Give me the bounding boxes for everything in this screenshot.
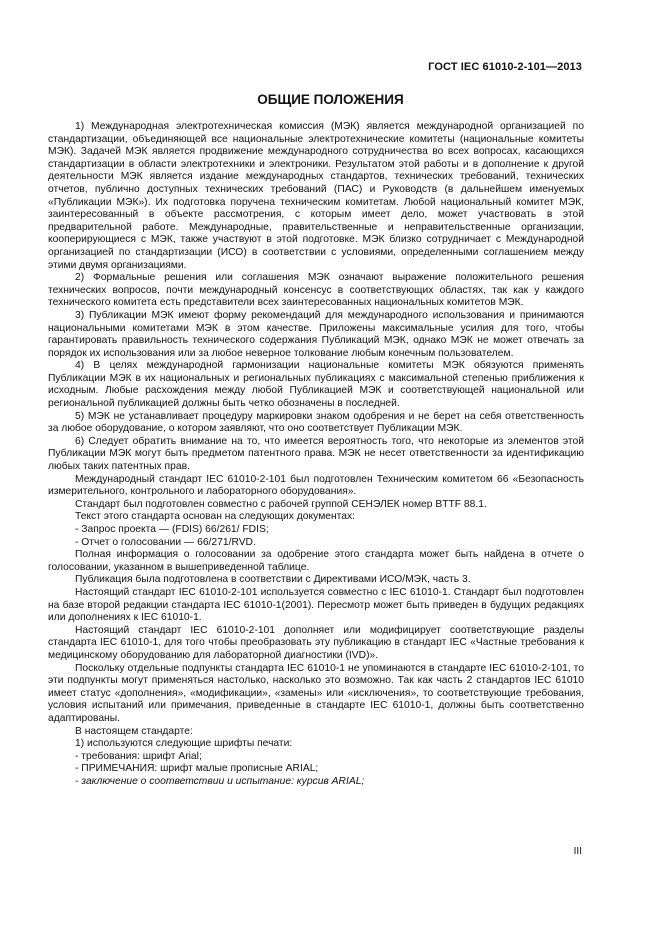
paragraph-in-this-standard: В настоящем стандарте: [75, 725, 193, 737]
paragraph-publications-form: 3) Публикации МЭК имеют форму рекомендаций для международного использования и принимаются национальными комитетами МЭК в этом качестве. Приложены максимальные усилия для того, чтобы гарантировать правильность технического содержания Публикаций МЭК, однако МЭК не может отвечать за порядок их использования или за любое неверное толкование любым конечным пользователем. [48, 309, 584, 359]
list-item-fdis: - Запрос проекта — (FDIS) 66/261/ FDIS; [75, 524, 269, 535]
paragraph-based-on-documents: Текст этого стандарта основан на следующих документах: [75, 511, 356, 523]
list-item-compliance-font: - заключение о соответствии и испытание: курсив ARIAL; [75, 775, 365, 787]
paragraph-iec-organization: 1) Международная электротехническая комиссия (МЭК) является международной организацией по стандартизации, объединяющей все национальные электротехнические комитеты (национальные комитеты МЭК). Задачей МЭК является продвижение международного сотрудничества во всех вопросах, касающихся стандартизации в области электротехники и электроники. Результатом этой работы и в дополнение к другой деятельности МЭК является издание международных стандартов, технических требований, технических отчетов, публично доступных технических требований (ПАС) и Руководств (в дальнейшем именуемых «Публикации МЭК»). Их подготовка поручена техническим комитетам. Любой национальный комитет МЭК, заинтересованный в объекте рассмотрения, с которым имеет дело, может участвовать в этой предварительной работе. Международные, правительственные и неправительственные организации, кооперирующиеся с МЭК, также участвуют в этой подготовке. МЭК близко сотрудничает с Международной организацией по стандартизации (ИСО) в соответствии с условиями, определенными соглашением между этими двумя организациями. [48, 121, 584, 271]
paragraph-marking: 5) МЭК не устанавливает процедуру маркировки знаком одобрения и не берет на себя ответственность за любое оборудование, о котором заявляют, что оно соответствует Публикации МЭК. [48, 410, 584, 435]
paragraph-voting-info: Полная информация о голосовании за одобрение этого стандарта может быть найдена в отчете о голосовании, указанном в вышеприведенной таблице. [48, 549, 584, 573]
paragraph-subclauses: Поскольку отдельные подпункты стандарта IEC 61010-1 не упоминаются в стандарте IEC 61010-2-101, то эти подпункты могут применяться настолько, насколько это возможно. Так как часть 2 стандартов IEC 61010 имеет статус «дополнения», «модификации», «замены» или «исключения», то соответствующие требования, условия испытаний или примечания, приведенные в стандарте IEC 61010-1, должны быть соответственно адаптированы. [48, 662, 584, 724]
list-item-rvd: - Отчет о голосовании — 66/271/RVD. [75, 536, 256, 548]
paragraph-patents: 6) Следует обратить внимание на то, что имеется вероятность того, что некоторые из элементов этой Публикации МЭК могут быть предметом патентного права. МЭК не несет ответственности за идентификацию любых таких патентных прав. [48, 435, 584, 473]
section-title: ОБЩИЕ ПОЛОЖЕНИЯ [257, 92, 404, 107]
page-number: III [573, 846, 582, 857]
paragraph-formal-decisions: 2) Формальные решения или соглашения МЭК означают выражение положительного решения технических вопросов, почти международный консенсус в соответствующих областях, так как у каждого технического комитета есть представители всех заинтересованных национальных комитетов МЭК. [48, 272, 584, 309]
paragraph-used-with-61010-1: Настоящий стандарт IEC 61010-2-101 используется совместно с IEC 61010-1. Стандарт был подготовлен на базе второй редакции стандарта IEC 61010-1(2001). Пересмотр может быть приведен в будущих редакциях или дополнениях к IEC 61010-1. [48, 586, 584, 624]
paragraph-prepared-by-tc66: Международный стандарт IEC 61010-2-101 был подготовлен Техническим комитетом 66 «Безопасность измерительного, контрольного и лабораторного оборудования». [48, 473, 584, 498]
standard-code-header: ГОСТ IEC 61010-2-101—2013 [428, 61, 582, 73]
paragraph-directives: Публикация была подготовлена в соответствии с Директивами ИСО/МЭК, часть 3. [75, 574, 471, 586]
list-item-fonts: 1) используются следующие шрифты печати: [75, 738, 293, 750]
list-item-notes-font: - ПРИМЕЧАНИЯ: шрифт малые прописные ARIAL; [75, 763, 319, 775]
list-item-requirements-font: - требования: шрифт Arial; [75, 750, 202, 762]
paragraph-supplements: Настоящий стандарт IEC 61010-2-101 дополняет или модифицирует соответствующие разделы стандарта IEC 61010-1, для того чтобы преобразовать эту публикацию в стандарт IEC «Частные требования к медицинскому оборудованию для лабораторной диагностики (IVD)». [48, 624, 584, 661]
paragraph-cenelec: Стандарт был подготовлен совместно с рабочей группой СЕНЭЛЕК номер BTTF 88.1. [75, 498, 487, 510]
body-text [48, 121, 584, 788]
paragraph-harmonization: 4) В целях международной гармонизации национальные комитеты МЭК обязуются применять Публикации МЭК в их национальных и региональных публикациях с максимальной степенью приближения к исходным. Любые расхождения между любой Публикацией МЭК и соответствующей национальной или региональной публикацией должны быть четко обозначены в последней. [48, 360, 584, 410]
